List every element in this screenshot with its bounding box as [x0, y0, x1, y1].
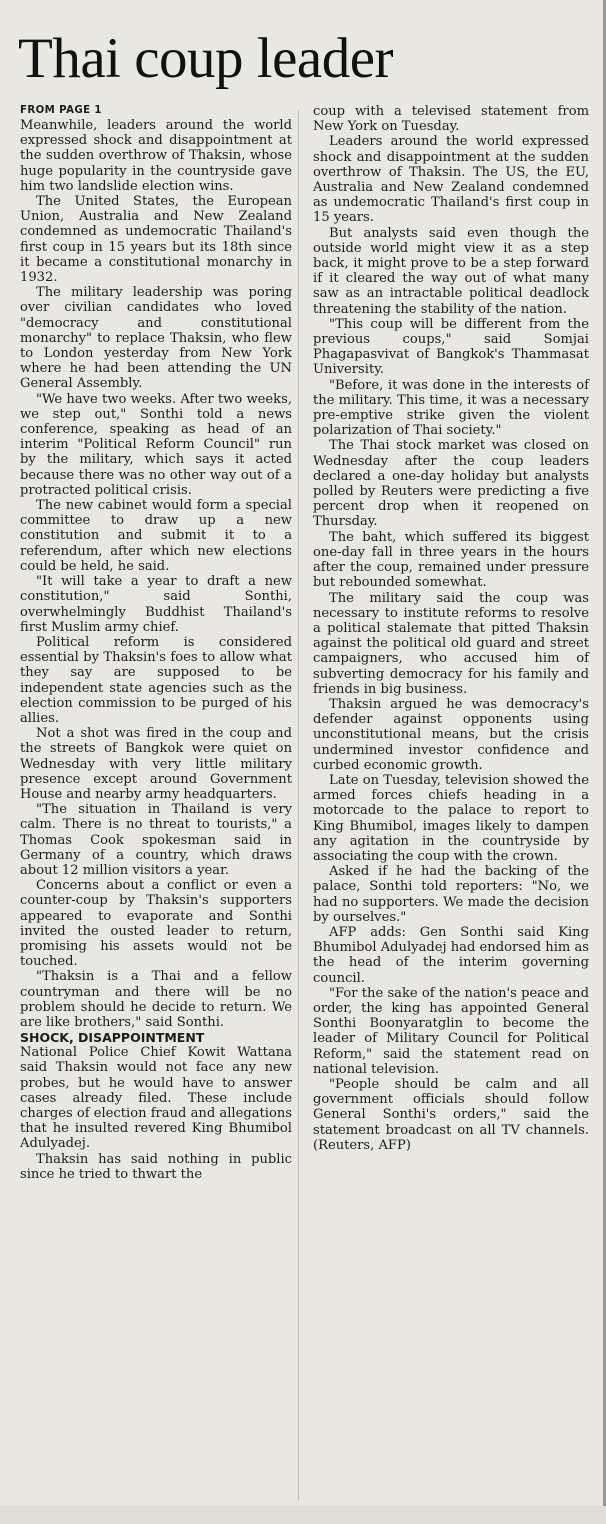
paragraph: AFP adds: Gen Sonthi said King Bhumibol Adulyadej had endorsed him as the head of the interim governing council.: [313, 924, 589, 986]
paragraph: Thaksin argued he was democracy's defender against opponents using unconstitutional means, but the crisis undermined investor confidence and curbed economic growth.: [313, 696, 589, 773]
paragraph: The military leadership was poring over civilian candidates who loved "democracy and constitutional monarchy" to replace Thaksin, who flew to London yesterday from New York where he had been attending the UN General Assembly.: [20, 285, 292, 392]
article-column-right: [313, 104, 589, 1153]
paragraph: "It will take a year to draft a new constitution," said Sonthi, overwhelmingly Buddhist Thailand's first Muslim army chief.: [20, 574, 292, 635]
paragraph: The Thai stock market was closed on Wednesday after the coup leaders declared a one-day holiday but analysts polled by Reuters were predicting a five percent drop when it reopened on Thursday.: [313, 438, 589, 530]
paragraph: Late on Tuesday, television showed the armed forces chiefs heading in a motorcade to the palace to report to King Bhumibol, images likely to dampen any agitation in the countryside by associating the coup with the crown.: [313, 772, 589, 864]
paragraph: "For the sake of the nation's peace and order, the king has appointed General Sonthi Boonyaratglin to become the leader of Military Council for Political Reform," said the statement read on national television.: [313, 985, 589, 1077]
paragraph: Concerns about a conflict or even a counter-coup by Thaksin's supporters appeared to evaporate and Sonthi invited the ousted leader to return, promising his assets would not be touched.: [20, 878, 292, 970]
paragraph: Political reform is considered essential by Thaksin's foes to allow what they say are supposed to be independent state agencies such as the election commission to be purged of his allies.: [20, 634, 292, 726]
paragraph: "People should be calm and all government officials should follow General Sonthi's orders," said the statement broadcast on all TV channels. (Reuters, AFP): [313, 1077, 589, 1153]
headline: Thai coup leader: [18, 27, 393, 90]
subheading: SHOCK, DISAPPOINTMENT: [20, 1030, 205, 1046]
paragraph: "We have two weeks. After two weeks, we step out," Sonthi told a news conference, speaking as head of an interim "Political Reform Council" run by the military, which says it acted because there was no other way out of a protracted political crisis.: [20, 391, 292, 498]
paragraph: Not a shot was fired in the coup and the streets of Bangkok were quiet on Wednesday with very little military presence except around Government House and nearby army headquarters.: [20, 726, 292, 802]
paragraph: Asked if he had the backing of the palace, Sonthi told reporters: "No, we had no supporters. We made the decision by ourselves.": [313, 864, 589, 925]
paragraph: The new cabinet would form a special committee to draw up a new constitution and submit it to a referendum, after which new elections could be held, he said.: [20, 498, 292, 574]
paragraph: coup with a televised statement from New York on Tuesday.: [313, 104, 589, 135]
paragraph: But analysts said even though the outside world might view it as a step back, it might prove to be a step forward if it cleared the way out of what many saw as an intractable political deadlock threatening the stability of the nation.: [313, 225, 589, 317]
paragraph: Thaksin has said nothing in public since he tried to thwart the: [20, 1151, 292, 1182]
paragraph: Meanwhile, leaders around the world expressed shock and disappointment at the sudden overthrow of Thaksin, whose huge popularity in the countryside gave him two landslide election wins.: [20, 118, 292, 194]
paragraph: The military said the coup was necessary to institute reforms to resolve a political stalemate that pitted Thaksin against the political old guard and street campaigners, who accused him of subverting democracy for his family and friends in big business.: [313, 590, 589, 697]
paragraph: "This coup will be different from the previous coups," said Somjai Phagapasvivat of Bangkok's Thammasat University.: [313, 316, 589, 378]
paragraph: The United States, the European Union, Australia and New Zealand condemned as undemocratic Thailand's first coup in 15 years but its 18th since it became a constitutional monarchy in 1932.: [20, 194, 292, 286]
bottom-margin: [0, 1506, 606, 1524]
column-divider: [298, 110, 299, 1500]
clipped-previous-headline: [0, 0, 606, 16]
paragraph: "The situation in Thailand is very calm. There is no threat to tourists," a Thomas Cook spokesman said in Germany of a country, which draws about 12 million visitors a year.: [20, 802, 292, 878]
paragraph: National Police Chief Kowit Wattana said Thaksin would not face any new probes, but he would have to answer cases already filed. These include charges of election fraud and allegations that he insulted revered King Bhumibol Adulyadej.: [20, 1045, 292, 1152]
paragraph: "Thaksin is a Thai and a fellow countryman and there will be no problem should he decide to return. We are like brothers," said Sonthi.: [20, 969, 292, 1030]
continued-from-label: FROM PAGE 1: [20, 105, 102, 116]
paragraph: Leaders around the world expressed shock and disappointment at the sudden overthrow of Thaksin. The US, the EU, Australia and New Zealand condemned as undemocratic Thailand's first coup in 15 years.: [313, 134, 589, 226]
paragraph: "Before, it was done in the interests of the military. This time, it was a necessary pre-emptive strike given the violent polarization of Thai society.": [313, 377, 589, 439]
paragraph: The baht, which suffered its biggest one-day fall in three years in the hours after the coup, remained under pressure but rebounded somewhat.: [313, 529, 589, 591]
article-column-left: [20, 104, 292, 1182]
